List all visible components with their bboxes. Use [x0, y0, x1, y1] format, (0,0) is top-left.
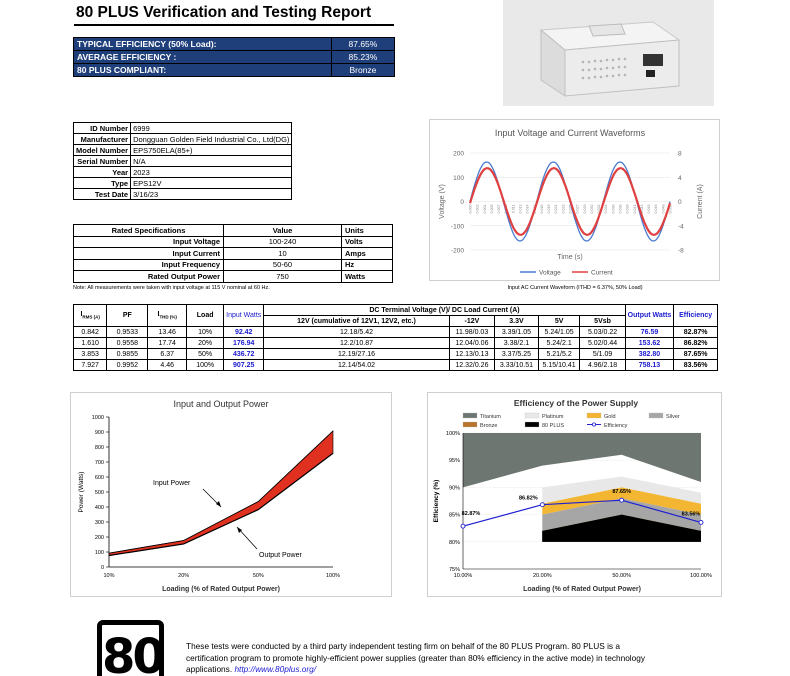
v12-cell: 12.18/5.42 [264, 327, 449, 338]
waveform-y-tick: -200 [450, 247, 464, 255]
info-label: Test Date [74, 189, 131, 200]
power-x-tick: 20% [178, 573, 190, 579]
v5-cell: 5.15/10.41 [538, 360, 580, 371]
80plus-website-link[interactable]: http://www.80plus.org/ [234, 664, 317, 674]
load-cell: 50% [187, 349, 224, 360]
waveform-x-tick: 0.013 [518, 204, 523, 214]
waveform-x-tick: 0.048 [661, 204, 666, 214]
info-value: Dongguan Golden Field Industrial Co., Ltd(DG) [131, 134, 292, 145]
rated-label: Rated Output Power [74, 271, 224, 283]
waveform-y-tick: 0 [460, 199, 464, 206]
efficiency-point [620, 498, 624, 502]
waveform-x-tick: 0.007 [497, 204, 502, 214]
n12v-header: -12V [449, 316, 494, 327]
info-value: 6999 [131, 123, 292, 134]
efficiency-cell: 87.65% [674, 349, 718, 360]
power-y-tick: 200 [94, 535, 104, 541]
info-row [74, 178, 292, 189]
waveform-plot [430, 120, 721, 282]
waveform-y2-tick: -8 [678, 247, 684, 255]
summary-row [74, 38, 395, 51]
ithd-header-main: I [157, 311, 160, 319]
n12v-cell: 12.32/0.26 [449, 360, 494, 371]
rated-header: Value [224, 225, 342, 237]
waveform-x-tick: 0.050 [668, 204, 673, 214]
v5-cell: 5.21/5.2 [538, 349, 580, 360]
waveform-legend-label: Voltage [539, 269, 561, 277]
v33-cell: 3.37/5.25 [495, 349, 539, 360]
waveform-x-tick: 0.002 [475, 204, 480, 214]
measurement-note: Note: All measurements were taken with input voltage at 115 V nominal at 60 Hz. [73, 285, 270, 291]
waveform-x-tick: 0.046 [654, 204, 659, 214]
power-y-tick: 100 [94, 550, 104, 556]
waveform-x-tick: 0.043 [639, 204, 644, 214]
rated-unit: Hz [342, 259, 393, 271]
efficiency-legend-label: 80 PLUS [542, 423, 565, 429]
v5sb-cell: 5.02/0.44 [580, 338, 625, 349]
rated-value: 10 [224, 248, 342, 260]
efficiency-x-tick: 10.00% [453, 573, 473, 579]
input-watts-header: Input Watts [224, 305, 264, 327]
rated-header: Units [342, 225, 393, 237]
v33-cell: 3.33/10.51 [495, 360, 539, 371]
v33-cell: 3.39/1.05 [495, 327, 539, 338]
waveform-x-tick: 0.000 [468, 204, 473, 214]
power-supply-illustration [503, 0, 714, 106]
input-watts-cell: 92.42 [224, 327, 264, 338]
rated-value: 100-240 [224, 236, 342, 248]
product-photo [503, 0, 714, 106]
v12-cell: 12.19/27.16 [264, 349, 449, 360]
rated-row [74, 248, 393, 260]
irms-cell: 1.610 [74, 338, 107, 349]
efficiency-y-label: Efficiency (%) [433, 479, 440, 523]
info-label: Model Number [74, 145, 131, 156]
waveform-x-tick: 0.039 [625, 204, 630, 214]
waveform-x-tick: 0.032 [597, 204, 602, 214]
waveform-y-tick: 100 [453, 174, 464, 182]
waveform-x-tick: 0.036 [611, 204, 616, 214]
waveform-x-label: Time (s) [557, 254, 583, 261]
waveform-y-tick: -100 [450, 223, 464, 231]
summary-value: 85.23% [331, 51, 394, 64]
power-y-tick: 900 [94, 430, 104, 436]
load-row [74, 327, 718, 338]
summary-row [74, 64, 395, 77]
input-power-line [109, 431, 333, 553]
rated-row [74, 236, 393, 248]
summary-row [74, 51, 395, 64]
rated-label: Input Frequency [74, 259, 224, 271]
efficiency-data-label: 86.82% [519, 495, 538, 502]
efficiency-y-tick: 85% [448, 512, 460, 519]
efficiency-y-tick: 90% [448, 485, 460, 492]
waveform-y2-tick: 0 [678, 199, 682, 206]
summary-label: 80 PLUS COMPLIANT: [74, 64, 332, 77]
power-y-tick: 800 [94, 445, 104, 451]
info-value: N/A [131, 156, 292, 167]
waveform-chart [429, 119, 720, 281]
efficiency-cell: 82.87% [674, 327, 718, 338]
output-watts-cell: 382.80 [625, 349, 674, 360]
power-y-tick: 0 [100, 565, 104, 571]
efficiency-y-tick: 75% [448, 567, 460, 573]
rated-header-row [74, 225, 393, 237]
efficiency-chart-title: Efficiency of the Power Supply [513, 398, 639, 408]
info-label: Manufacturer [74, 134, 131, 145]
efficiency-legend-swatch [525, 422, 539, 427]
v5sb-cell: 4.96/2.18 [580, 360, 625, 371]
rated-label: Input Current [74, 248, 224, 260]
output-power-annotation: Output Power [259, 552, 302, 559]
info-label: ID Number [74, 123, 131, 134]
efficiency-x-tick: 20.00% [533, 573, 552, 579]
efficiency-cell: 83.56% [674, 360, 718, 371]
efficiency-x-tick: 100.00% [690, 573, 712, 579]
waveform-y-label: Voltage (V) [439, 184, 446, 219]
load-header: Load [187, 305, 224, 327]
waveform-x-tick: 0.038 [618, 204, 623, 214]
load-header-row [74, 305, 718, 316]
dc-terminal-header: DC Terminal Voltage (V)/ DC Load Current (A) [264, 305, 625, 316]
power-x-tick: 50% [252, 573, 264, 579]
summary-label: AVERAGE EFFICIENCY : [74, 51, 332, 64]
efficiency-legend-label: Bronze [480, 423, 498, 429]
pf-cell: 0.9952 [107, 360, 148, 371]
efficiency-legend-swatch [525, 413, 539, 418]
info-value: 2023 [131, 167, 292, 178]
efficiency-data-label: 87.65% [612, 489, 631, 496]
v5sb-cell: 5.03/0.22 [580, 327, 625, 338]
output-watts-cell: 758.13 [625, 360, 674, 371]
footer-statement [186, 641, 656, 676]
waveform-y-tick: 200 [453, 150, 464, 158]
waveform-x-tick: 0.004 [482, 204, 487, 214]
v5sb-header: 5Vsb [580, 316, 625, 327]
rated-label: Input Voltage [74, 236, 224, 248]
rated-unit: Volts [342, 236, 393, 248]
power-y-tick: 700 [94, 460, 104, 466]
load-test-table [73, 304, 718, 371]
waveform-x-tick: 0.011 [511, 204, 516, 214]
waveform-title: Input Voltage and Current Waveforms [494, 128, 646, 138]
efficiency-legend-label: Efficiency [604, 423, 628, 429]
80plus-logo [97, 620, 164, 676]
irms-cell: 3.853 [74, 349, 107, 360]
efficiency-legend-swatch [463, 413, 477, 418]
efficiency-point [461, 524, 465, 528]
irms-cell: 7.927 [74, 360, 107, 371]
info-label: Year [74, 167, 131, 178]
ithd-cell: 17.74 [148, 338, 187, 349]
v33-header: 3.3V [495, 316, 539, 327]
ithd-cell: 6.37 [148, 349, 187, 360]
efficiency-legend-label: Silver [666, 414, 680, 420]
v5sb-cell: 5/1.09 [580, 349, 625, 360]
info-row [74, 134, 292, 145]
waveform-x-tick: 0.009 [504, 204, 509, 214]
rated-unit: Amps [342, 248, 393, 260]
rated-specs-table [73, 224, 393, 283]
efficiency-data-label: 82.87% [461, 511, 481, 518]
waveform-x-tick: 0.034 [604, 204, 609, 214]
n12v-cell: 12.13/0.13 [449, 349, 494, 360]
input-power-annotation: Input Power [153, 480, 191, 487]
waveform-x-tick: 0.018 [539, 204, 544, 214]
efficiency-x-label: Loading (% of Rated Output Power) [523, 586, 641, 593]
power-x-tick: 100% [325, 573, 341, 579]
v5-cell: 5.24/1.05 [538, 327, 580, 338]
power-x-label: Loading (% of Rated Output Power) [162, 586, 280, 593]
load-cell: 20% [187, 338, 224, 349]
waveform-y2-tick: 4 [678, 174, 682, 182]
input-watts-cell: 907.25 [224, 360, 264, 371]
efficiency-y-tick: 100% [445, 431, 460, 437]
output-watts-cell: 153.62 [625, 338, 674, 349]
footer-text: These tests were conducted by a third party independent testing firm on behalf of the 80 PLUS Program. 80 PLUS is a certification program to promote highly-efficient power supplies (greater than 80% efficiency in the active mode) in technology applications. [186, 641, 646, 674]
power-y-tick: 600 [94, 475, 104, 481]
efficiency-legend-label: Gold [604, 414, 616, 420]
info-row [74, 189, 292, 200]
irms-header-main: I [80, 311, 83, 319]
efficiency-legend-label: Titanium [480, 414, 501, 420]
waveform-y2-tick: -4 [678, 223, 684, 231]
waveform-x-tick: 0.005 [489, 204, 494, 214]
pf-header: PF [107, 305, 148, 327]
waveform-legend-label: Current [591, 269, 613, 277]
pf-cell: 0.9855 [107, 349, 148, 360]
efficiency-point [699, 520, 703, 524]
title-divider [74, 24, 394, 26]
power-chart-title: Input and Output Power [173, 399, 269, 409]
power-y-tick: 300 [94, 520, 104, 526]
efficiency-legend-swatch [649, 413, 663, 418]
v5-cell: 5.24/2.1 [538, 338, 580, 349]
v12-header: 12V (cumulative of 12V1, 12V2, etc.) [264, 316, 449, 327]
efficiency-legend-marker [592, 423, 595, 426]
irms-header-sub: RMS (A) [82, 314, 100, 320]
load-cell: 10% [187, 327, 224, 338]
input-power-arrowhead [216, 501, 221, 507]
waveform-x-tick: 0.021 [554, 204, 559, 214]
output-watts-header: Output Watts [625, 305, 674, 327]
v12-cell: 12.14/54.02 [264, 360, 449, 371]
efficiency-plot [428, 393, 723, 598]
info-label: Type [74, 178, 131, 189]
irms-header [74, 305, 107, 327]
n12v-cell: 12.04/0.06 [449, 338, 494, 349]
info-row [74, 167, 292, 178]
efficiency-legend-label: Platinum [542, 414, 564, 420]
rated-unit: Watts [342, 271, 393, 283]
efficiency-x-tick: 50.00% [612, 573, 631, 579]
load-cell: 100% [187, 360, 224, 371]
summary-table [73, 37, 395, 77]
rated-value: 50-60 [224, 259, 342, 271]
efficiency-cell: 86.82% [674, 338, 718, 349]
report-title: 80 PLUS Verification and Testing Report [76, 4, 372, 21]
rated-header: Rated Specifications [74, 225, 224, 237]
efficiency-chart [427, 392, 722, 597]
power-chart [70, 392, 392, 597]
v33-cell: 3.38/2.1 [495, 338, 539, 349]
waveform-x-tick: 0.025 [568, 204, 573, 214]
info-label: Serial Number [74, 156, 131, 167]
efficiency-data-label: 83.56% [681, 511, 701, 518]
summary-label: TYPICAL EFFICIENCY (50% Load): [74, 38, 332, 51]
efficiency-y-tick: 80% [448, 539, 460, 546]
load-row [74, 360, 718, 371]
power-x-tick: 10% [103, 573, 115, 579]
output-watts-cell: 76.59 [625, 327, 674, 338]
waveform-caption: Input AC Current Waveform (ITHD = 6.37%, 50% Load) [507, 285, 643, 291]
rated-value: 750 [224, 271, 342, 283]
info-value: EPS12V [131, 178, 292, 189]
waveform-x-tick: 0.016 [532, 204, 537, 214]
load-row [74, 349, 718, 360]
info-row [74, 145, 292, 156]
waveform-x-tick: 0.041 [632, 204, 637, 214]
waveform-x-tick: 0.029 [582, 204, 587, 214]
unit-info-table [73, 122, 292, 200]
efficiency-band-80plus-base [542, 531, 701, 542]
power-y-tick: 1000 [91, 415, 104, 421]
input-watts-cell: 176.94 [224, 338, 264, 349]
rated-row [74, 259, 393, 271]
efficiency-y-tick: 95% [448, 458, 460, 465]
waveform-y2-tick: 8 [678, 150, 682, 158]
rated-row [74, 271, 393, 283]
input-watts-cell: 436.72 [224, 349, 264, 360]
load-row [74, 338, 718, 349]
summary-value: 87.65% [331, 38, 394, 51]
summary-value: Bronze [331, 64, 394, 77]
power-plot [71, 393, 393, 598]
ithd-header-sub: THD (%) [159, 314, 177, 320]
efficiency-point [540, 503, 544, 507]
v12-cell: 12.2/10.87 [264, 338, 449, 349]
efficiency-legend-swatch [463, 422, 477, 427]
waveform-x-tick: 0.030 [589, 204, 594, 214]
n12v-cell: 11.98/0.03 [449, 327, 494, 338]
waveform-x-tick: 0.027 [575, 204, 580, 214]
ithd-cell: 4.46 [148, 360, 187, 371]
v5-header: 5V [538, 316, 580, 327]
pf-cell: 0.9533 [107, 327, 148, 338]
irms-cell: 0.842 [74, 327, 107, 338]
waveform-x-tick: 0.019 [547, 204, 552, 214]
efficiency-legend-swatch [587, 413, 601, 418]
ithd-header [148, 305, 187, 327]
power-y-tick: 400 [94, 505, 104, 511]
power-loss-area [109, 431, 333, 556]
waveform-x-tick: 0.045 [647, 204, 652, 214]
power-y-tick: 500 [94, 490, 104, 496]
power-y-label: Power (Watts) [78, 471, 85, 513]
ithd-cell: 13.46 [148, 327, 187, 338]
waveform-x-tick: 0.014 [525, 204, 530, 214]
efficiency-header: Efficiency [674, 305, 718, 327]
waveform-y2-label: Current (A) [697, 184, 704, 219]
info-value: 3/16/23 [131, 189, 292, 200]
info-row [74, 156, 292, 167]
logo-text: 80 [102, 629, 163, 676]
waveform-x-tick: 0.023 [561, 204, 566, 214]
info-row [74, 123, 292, 134]
pf-cell: 0.9558 [107, 338, 148, 349]
info-value: EPS750ELA(85+) [131, 145, 292, 156]
